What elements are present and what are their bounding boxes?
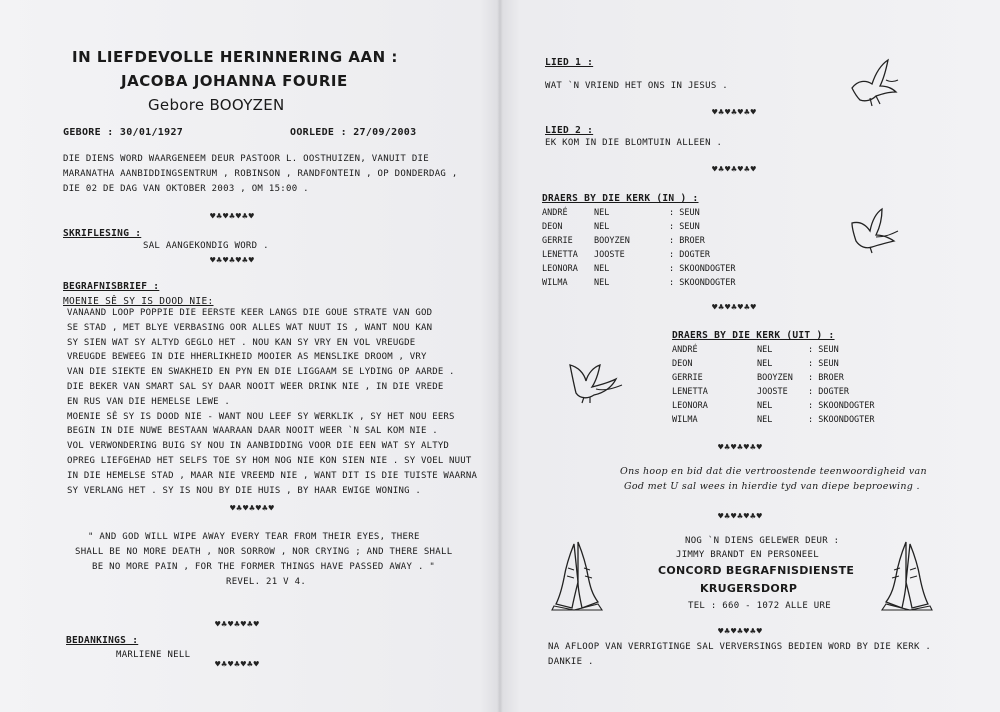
bearer-surname: BOOYZEN [594,236,630,246]
bearer-relation: : BROER [808,373,844,383]
service-line: DIE 02 DE DAG VAN OKTOBER 2003 , OM 15:00 . [63,184,309,194]
closing-line: DANKIE . [548,657,594,667]
letter-line: MOENIE SÊ SY IS DOOD NIE - WANT NOU LEEF SY WERKLIK , SY HET NOU EERS [67,411,455,422]
table-row [672,401,902,415]
hope-line: Ons hoop en bid dat die vertroostende teenwoordigheid van [620,466,927,477]
song1-text: WAT `N VRIEND HET ONS IN JESUS . [545,81,728,91]
letter-subheader: MOENIE SÊ SY IS DOOD NIE: [63,296,214,307]
bearer-relation: : DOGTER [669,250,710,260]
bearer-surname: NEL [594,278,610,288]
letter-line: BEGIN IN DIE NUWE BESTAAN WAARAAN DAAR NOOIT WEER `N SAL KOM NIE . [67,426,438,437]
bearer-first-name: GERRIE [672,373,703,383]
birth-date: GEBORE : 30/01/1927 [63,127,184,138]
bearer-surname: NEL [757,345,773,355]
bearer-first-name: ANDRÉ [672,345,698,355]
bearer-surname: JOOSTE [594,250,625,260]
bearer-first-name: LENETTA [542,250,578,260]
bearer-relation: : BROER [669,236,705,246]
bearer-first-name: LENETTA [672,387,708,397]
bearer-first-name: DEON [542,222,563,232]
flower-ornament: ♥♣♥♣♥♣♥ [712,165,757,175]
song1-header: LIED 1 : [545,57,594,68]
flower-ornament: ♥♣♥♣♥♣♥ [718,627,763,637]
flower-ornament: ♥♣♥♣♥♣♥ [215,620,260,630]
bearers-in-table [542,208,782,292]
table-row [542,222,782,236]
verse-line: BE NO MORE PAIN , FOR THE FORMER THINGS HAVE PASSED AWAY . " [92,562,436,572]
maiden-name: Gebore BOOYZEN [148,96,285,114]
table-row [672,345,902,359]
table-row [542,208,782,222]
bearer-surname: NEL [594,222,610,232]
bearer-first-name: WILMA [672,415,698,425]
bearer-relation: : SEUN [669,222,700,232]
bearers-in-header: DRAERS BY DIE KERK (IN ) : [542,193,699,204]
bearer-relation: : SKOONDOGTER [669,264,736,274]
death-date: OORLEDE : 27/09/2003 [290,127,417,138]
song2-header: LIED 2 : [545,125,594,136]
flower-ornament: ♥♣♥♣♥♣♥ [230,504,275,514]
bearer-surname: BOOYZEN [757,373,793,383]
flower-ornament: ♥♣♥♣♥♣♥ [712,303,757,313]
scripture-header: SKRIFLESING : [63,228,142,239]
deceased-name: JACOBA JOHANNA FOURIE [121,72,348,90]
bearer-relation: : SEUN [808,345,839,355]
company-town: KRUGERSDORP [700,582,798,595]
bearer-first-name: LEONORA [672,401,708,411]
bearer-relation: : SEUN [808,359,839,369]
bearer-surname: NEL [594,208,610,218]
letter-line: DIE BEKER VAN SMART SAL SY DAAR NOOIT WEER DRINK NIE , IN DIE VREDE [67,381,444,392]
bearer-first-name: LEONORA [542,264,578,274]
song2-text: EK KOM IN DIE BLOMTUIN ALLEEN . [545,138,723,148]
letter-line: OPREG LIEFGEHAD HET SELFS TOE SY HOM NOG NIE KON SIEN NIE . SY VOEL NUUT [67,455,472,466]
flower-ornament: ♥♣♥♣♥♣♥ [718,512,763,522]
letter-line: IN DIE HEMELSE STAD , MAAR NIE VREEMD NIE , WANT DIT IS DIE TUISTE WAARNA [67,470,478,481]
letter-line: VOL VERWONDERING BUIG SY NOU IN AANBIDDING VOOR DIE EEN WAT SY ALTYD [67,441,450,452]
company-name: CONCORD BEGRAFNISDIENSTE [658,564,855,577]
bearer-relation: : SKOONDOGTER [808,415,875,425]
dove-icon [846,205,900,255]
bearer-surname: JOOSTE [757,387,788,397]
verse-reference: REVEL. 21 V 4. [226,577,307,587]
table-row [672,387,902,401]
table-row [672,415,902,429]
scripture-text: SAL AANGEKONDIG WORD . [143,241,269,251]
flower-ornament: ♥♣♥♣♥♣♥ [210,212,255,222]
praying-hands-icon [874,538,936,612]
hope-line: God met U sal wees in hierdie tyd van diepe beproewing . [624,481,920,492]
flower-ornament: ♥♣♥♣♥♣♥ [712,108,757,118]
verse-line: SHALL BE NO MORE DEATH , NOR SORROW , NOR CRYING ; AND THERE SHALL [75,547,453,557]
letter-line: VAN DIE SIEKTE EN SWAKHEID EN PYN EN DIE LIGGAAM SE LYDING OP AARDE . [67,367,455,378]
flower-ornament: ♥♣♥♣♥♣♥ [210,256,255,266]
bearer-relation: : SKOONDOGTER [669,278,736,288]
service-line: DIE DIENS WORD WAARGENEEM DEUR PASTOOR L. OOSTHUIZEN, VANUIT DIE [63,154,429,164]
bearer-surname: NEL [594,264,610,274]
company-phone: TEL : 660 - 1072 ALLE URE [688,601,831,611]
letter-line: EN RUS VAN DIE HEMELSE LEWE . [67,396,230,407]
letter-line: SE STAD , MET BLYE VERBASING OOR ALLES WAT NUUT IS , WANT NOU KAN [67,322,433,333]
thanks-header: BEDANKINGS : [66,635,139,646]
dove-icon [566,355,624,405]
dove-icon [846,58,900,108]
flower-ornament: ♥♣♥♣♥♣♥ [718,443,763,453]
bearer-relation: : SKOONDOGTER [808,401,875,411]
table-row [672,373,902,387]
bearer-first-name: DEON [672,359,693,369]
bearer-relation: : DOGTER [808,387,849,397]
staff: JIMMY BRANDT EN PERSONEEL [676,550,819,560]
bearer-relation: : SEUN [669,208,700,218]
bearer-first-name: WILMA [542,278,568,288]
flower-ornament: ♥♣♥♣♥♣♥ [215,660,260,670]
table-row [542,278,782,292]
bearer-first-name: ANDRÉ [542,208,568,218]
bearers-out-header: DRAERS BY DIE KERK (UIT ) : [672,330,835,341]
thanks-name: MARLIENE NELL [116,650,191,660]
bearers-out-table [672,345,902,429]
verse-line: " AND GOD WILL WIPE AWAY EVERY TEAR FROM THEIR EYES, THERE [88,532,420,542]
table-row [542,236,782,250]
service-line: MARANATHA AANBIDDINGSENTRUM , ROBINSON , RANDFONTEIN , OP DONDERDAG , [63,169,458,179]
letter-line: SY VERLANG HET . SY IS NOU BY DIE HUIS , BY HAAR EWIGE WONING . [67,485,421,496]
bearer-surname: NEL [757,415,773,425]
memorial-title: IN LIEFDEVOLLE HERINNERING AAN : [72,48,398,66]
table-row [542,250,782,264]
letter-body [67,306,478,498]
bearer-surname: NEL [757,401,773,411]
letter-header: BEGRAFNISBRIEF : [63,281,160,292]
table-row [542,264,782,278]
letter-line: VREUGDE BEWEEG IN DIE HHERLIKHEID MOOIER AS MENSLIKE DROOM , VRY [67,352,427,363]
page-fold [497,0,503,712]
table-row [672,359,902,373]
praying-hands-icon [548,538,610,612]
letter-line: VANAAND LOOP POPPIE DIE EERSTE KEER LANGS DIE GOUE STRATE VAN GOD [67,308,433,318]
bearer-first-name: GERRIE [542,236,573,246]
letter-line: SY SIEN WAT SY ALTYD GEGLO HET . NOU KAN SY VRY EN VOL VREUGDE [67,337,416,348]
bearer-surname: NEL [757,359,773,369]
service-by: NOG `N DIENS GELEWER DEUR : [685,536,840,546]
closing-line: NA AFLOOP VAN VERRIGTINGE SAL VERVERSINGS BEDIEN WORD BY DIE KERK . [548,642,932,652]
